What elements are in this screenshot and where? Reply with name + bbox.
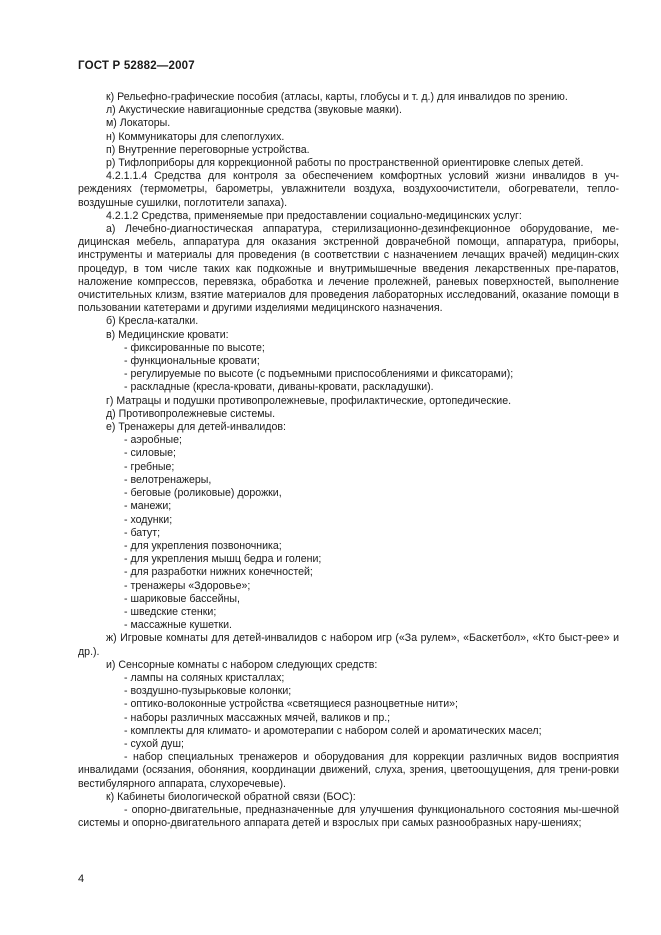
list-item-b: б) Кресла-каталки. bbox=[106, 315, 199, 328]
bullet-item: - лампы на соляных кристаллах; bbox=[124, 671, 285, 684]
bullet-item: - для разработки нижних конечностей; bbox=[124, 566, 313, 579]
bullet-item: - функциональные кровати; bbox=[124, 355, 260, 368]
list-item-n: н) Коммуникаторы для слепоглухих. bbox=[106, 130, 285, 143]
section-4-2-1-2: 4.2.1.2 Средства, применяемые при предоставлении социально-медицинских услуг: bbox=[106, 209, 522, 222]
list-item-k-bos: к) Кабинеты биологической обратной связи (БОС): bbox=[106, 790, 356, 803]
bullet-item: - опорно-двигательные, предназначенные для улучшения функционального состояния мы-шечной системы и опорно-двигательного аппарата детей и взрослых при самых разнообразных нару-шениях; bbox=[78, 803, 619, 830]
bullet-item: - шариковые бассейны, bbox=[124, 592, 240, 605]
list-item-r: р) Тифлоприборы для коррекционной работы по пространственной ориентировке слепых детей. bbox=[106, 157, 584, 170]
bullet-item: - фиксированные по высоте; bbox=[124, 341, 265, 354]
bullet-item: - комплекты для климато- и аромотерапии с набором солей и ароматических масел; bbox=[124, 724, 542, 737]
bullet-item: - силовые; bbox=[124, 447, 176, 460]
bullet-item: - набор специальных тренажеров и оборудования для коррекции различных видов восприятия инвалидами (осязания, обоняния, координации движений, слуха, зрения, цветоощущения, для трени-ровки вестибулярного аппарата, слухоречевые). bbox=[78, 751, 619, 790]
list-item-v: в) Медицинские кровати: bbox=[106, 328, 229, 341]
list-item-a: а) Лечебно-диагностическая аппаратура, стерилизационно-дезинфекционное оборудование, ме-дицинская мебель, аппаратура для оказания экстренной доврачебной помощи, аппаратура, приборы, инструменты и материалы для проведения (в соответствии с назначением лечащих врачей) медицин-ских процедур, в том числе таких как подкожные и внутримышечные введения лекарственных пре-паратов, наложение компрессов, перевязка, обработка и лечение пролежней, раневых поверхностей, выполнение очистительных клизм, взятие материалов для проведения лабораторных исследований, оказание помощи в пользовании катетерами и другими изделиями медицинского назначения. bbox=[78, 223, 619, 315]
bullet-item: - гребные; bbox=[124, 460, 175, 473]
list-item-d: д) Противопролежневые системы. bbox=[106, 407, 276, 420]
bullet-item: - беговые (роликовые) дорожки, bbox=[124, 487, 282, 500]
bullet-item: - шведские стенки; bbox=[124, 605, 217, 618]
document-header: ГОСТ Р 52882—2007 bbox=[78, 60, 195, 72]
list-item-e: е) Тренажеры для детей-инвалидов: bbox=[106, 421, 286, 434]
bullet-item: - для укрепления позвоночника; bbox=[124, 539, 282, 552]
bullet-item: - наборы различных массажных мячей, валиков и пр.; bbox=[124, 711, 391, 724]
section-4-2-1-1-4: 4.2.1.1.4 Средства для контроля за обеспечением комфортных условий жизни инвалидов в уч-реждениях (термометры, барометры, увлажнители воздуха, воздухоочистители, обогреватели, тепло-воздушные сушилки, поглотители запаха). bbox=[78, 170, 619, 209]
list-item-g: г) Матрацы и подушки противопролежневые, профилактические, ортопедические. bbox=[106, 394, 512, 407]
list-item-i: и) Сенсорные комнаты с набором следующих средств: bbox=[106, 658, 378, 671]
bullet-item: - аэробные; bbox=[124, 434, 182, 447]
list-item-p: п) Внутренние переговорные устройства. bbox=[106, 143, 310, 156]
list-item-l: л) Акустические навигационные средства (звуковые маяки). bbox=[106, 104, 402, 117]
bullet-item: - батут; bbox=[124, 526, 161, 539]
bullet-item: - велотренажеры, bbox=[124, 473, 212, 486]
list-item-zh: ж) Игровые комнаты для детей-инвалидов с набором игр («За рулем», «Баскетбол», «Кто быст-рее» и др.). bbox=[78, 632, 619, 658]
bullet-item: - ходунки; bbox=[124, 513, 173, 526]
document-body bbox=[78, 91, 619, 830]
bullet-item: - тренажеры «Здоровье»; bbox=[124, 579, 251, 592]
bullet-item: - раскладные (кресла-кровати, диваны-кровати, раскладушки). bbox=[124, 381, 434, 394]
bullet-item: - регулируемые по высоте (с подъемными приспособлениями и фиксаторами); bbox=[124, 368, 514, 381]
bullet-item: - для укрепления мышц бедра и голени; bbox=[124, 553, 322, 566]
bullet-item: - оптико-волоконные устройства «светящиеся разноцветные нити»; bbox=[124, 698, 458, 711]
bullet-item: - сухой душ; bbox=[124, 737, 184, 750]
list-item-m: м) Локаторы. bbox=[106, 117, 171, 130]
bullet-item: - массажные кушетки. bbox=[124, 619, 232, 632]
page-number: 4 bbox=[78, 873, 85, 885]
bullet-item: - манежи; bbox=[124, 500, 172, 513]
list-item-k: к) Рельефно-графические пособия (атласы, карты, глобусы и т. д.) для инвалидов по зрению. bbox=[106, 91, 568, 103]
bullet-item: - воздушно-пузырьковые колонки; bbox=[124, 685, 292, 698]
